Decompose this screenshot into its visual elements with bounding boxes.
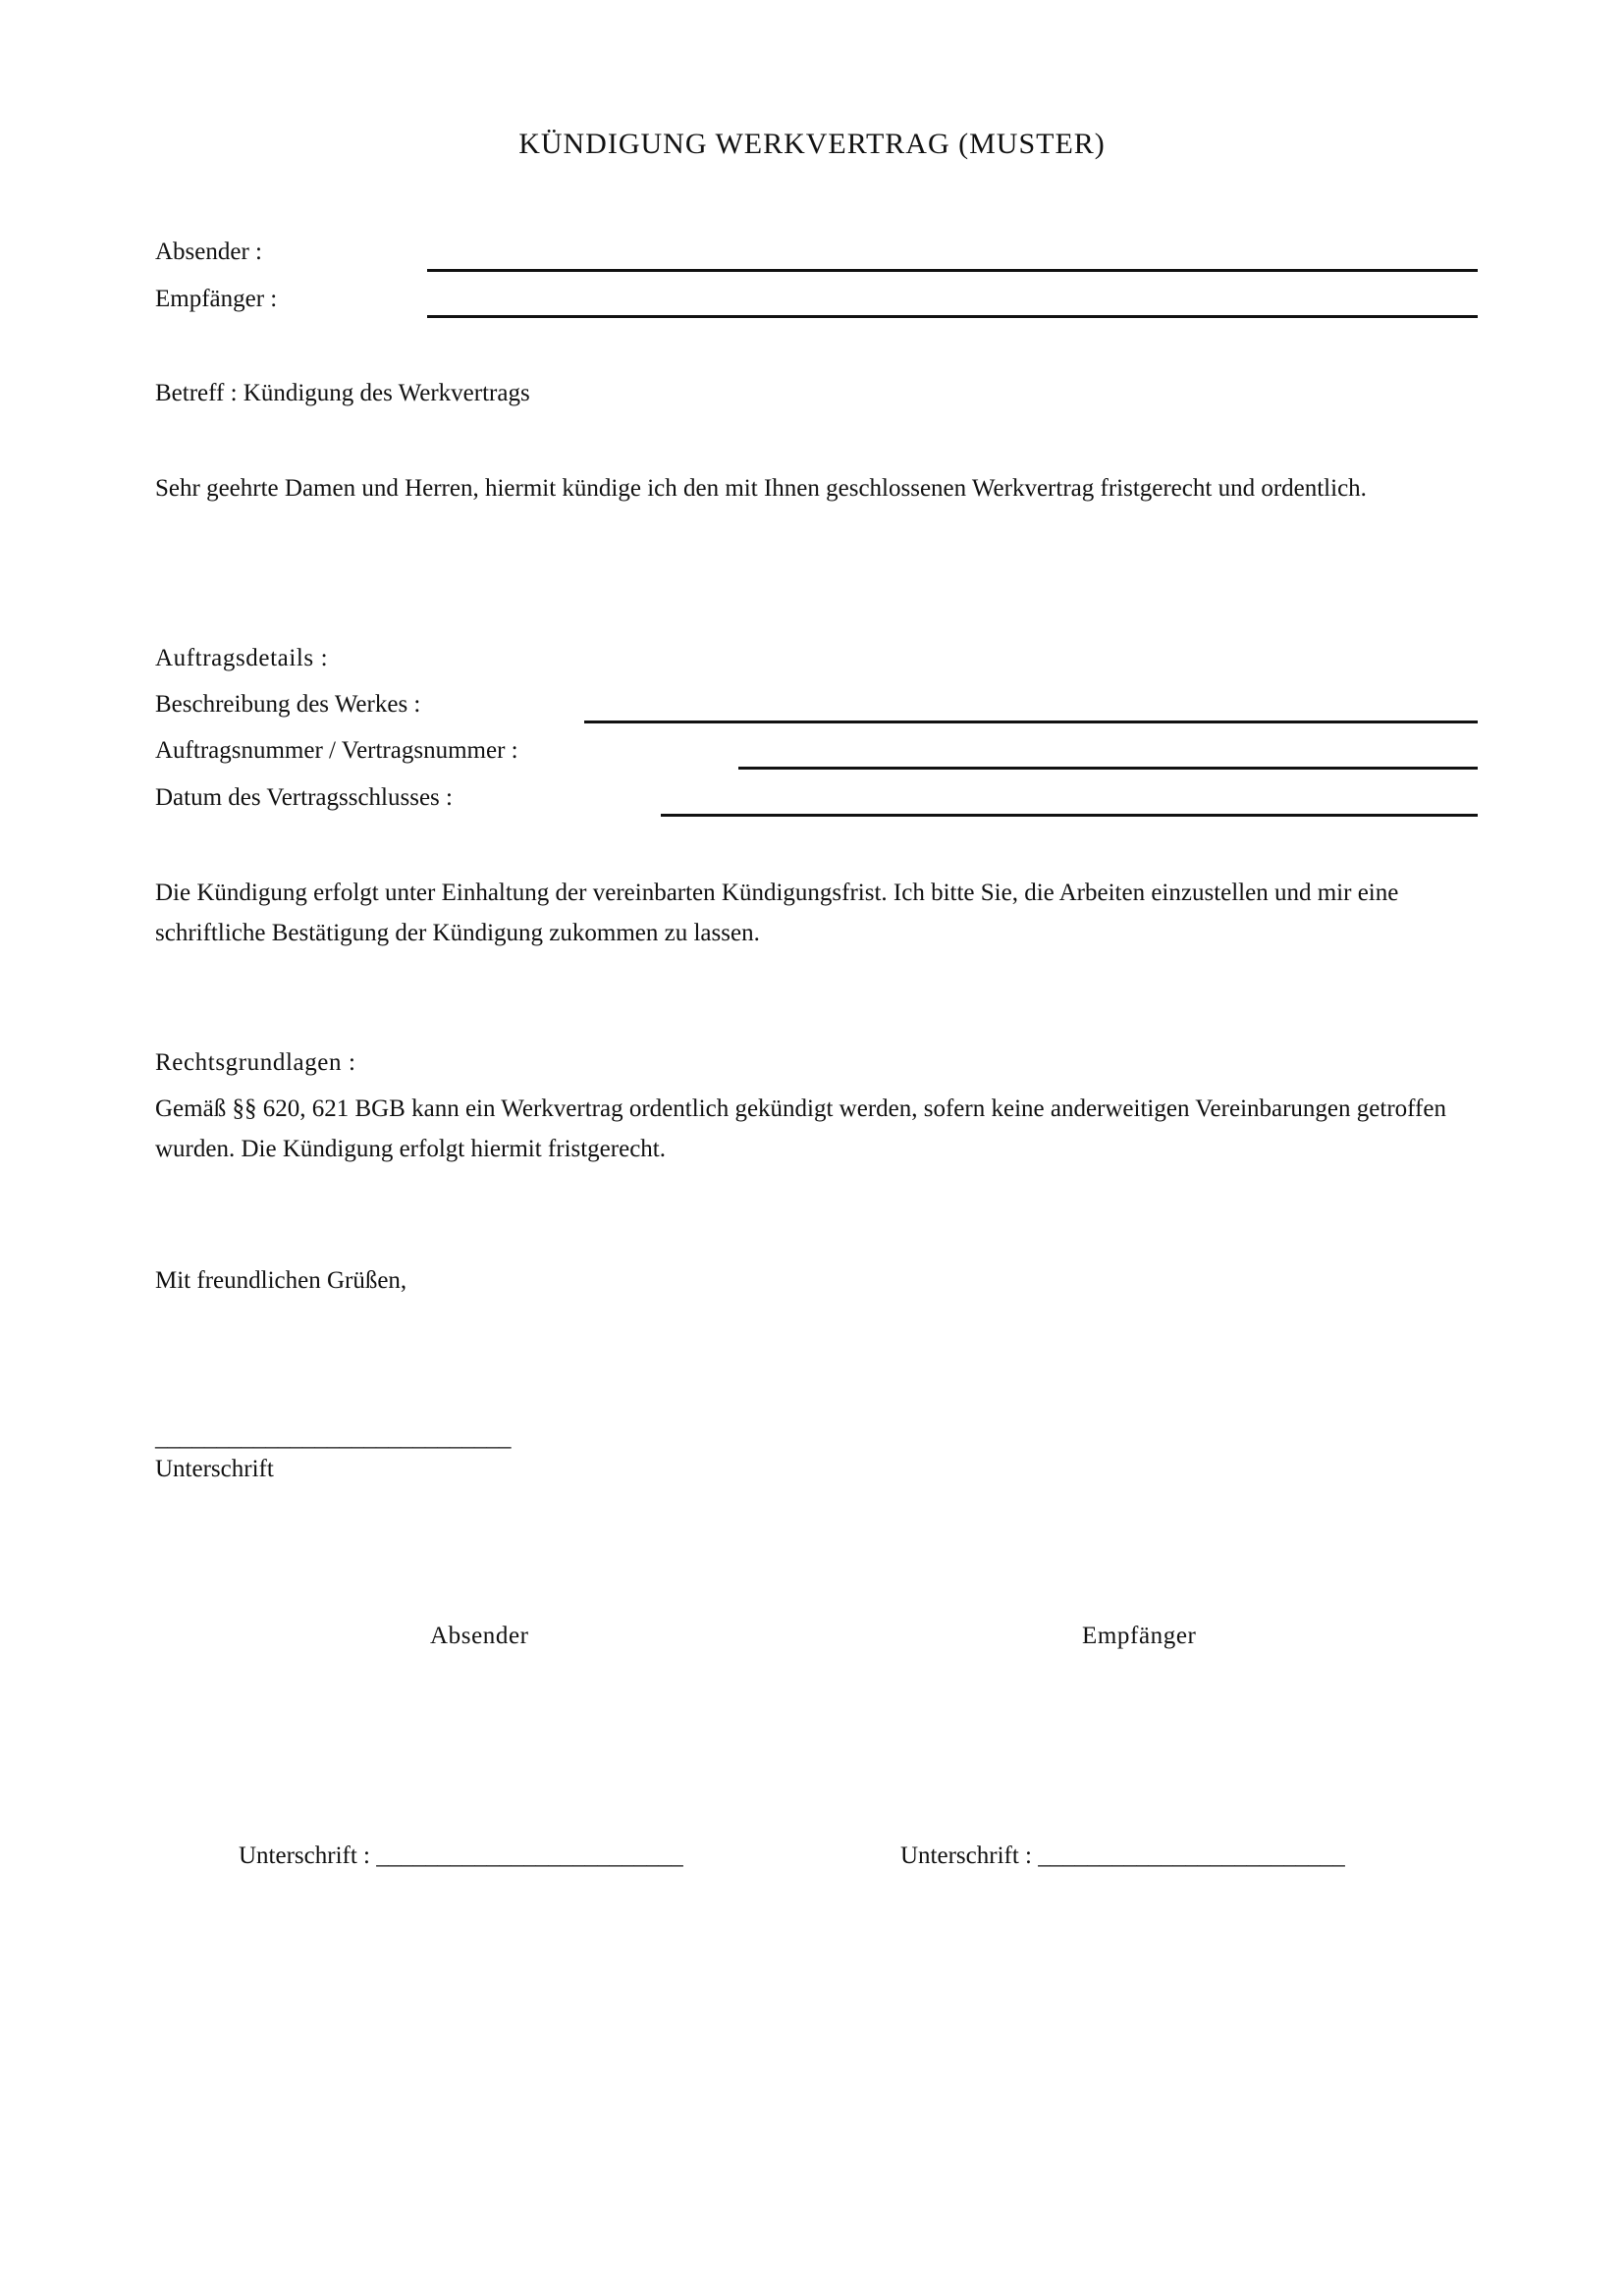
legal-heading: Rechtsgrundlagen : — [155, 1049, 356, 1076]
subject-line: Betreff : Kündigung des Werkvertrags — [155, 380, 530, 406]
recipient-field-line[interactable] — [427, 315, 1478, 318]
recipient-label: Empfänger : — [155, 286, 278, 312]
intro-paragraph: Sehr geehrte Damen und Herren, hiermit kündige ich den mit Ihnen geschlossenen Werkvertrag fristgerecht und ordentlich. — [155, 475, 1367, 502]
document-title: KÜNDIGUNG WERKVERTRAG (MUSTER) — [518, 128, 1106, 160]
order-details-heading: Auftragsdetails : — [155, 645, 329, 671]
contract-date-field-line[interactable] — [661, 814, 1478, 817]
footer-sender-signature[interactable]: Unterschrift : _________________________ — [239, 1842, 683, 1869]
footer-sender-title: Absender — [430, 1623, 529, 1649]
description-label: Beschreibung des Werkes : — [155, 691, 421, 718]
signature-line[interactable]: _____________________________ — [155, 1424, 512, 1451]
contract-date-label: Datum des Vertragsschlusses : — [155, 784, 453, 811]
footer-recipient-title: Empfänger — [1082, 1623, 1197, 1649]
footer-recipient-signature[interactable]: Unterschrift : _________________________ — [900, 1842, 1345, 1869]
description-field-line[interactable] — [584, 721, 1478, 723]
closing-line: Mit freundlichen Grüßen, — [155, 1267, 407, 1294]
legal-paragraph: Gemäß §§ 620, 621 BGB kann ein Werkvertrag ordentlich gekündigt werden, sofern keine anderweitigen Vereinbarungen getroffen wurden. Die Kündigung erfolgt hiermit fristgerecht. — [155, 1095, 1446, 1162]
order-number-field-line[interactable] — [738, 767, 1478, 770]
order-number-label: Auftragsnummer / Vertragsnummer : — [155, 737, 518, 764]
sender-label: Absender : — [155, 239, 262, 265]
sender-field-line[interactable] — [427, 269, 1478, 272]
signature-label: Unterschrift — [155, 1456, 274, 1482]
notice-paragraph: Die Kündigung erfolgt unter Einhaltung der vereinbarten Kündigungsfrist. Ich bitte Sie, die Arbeiten einzustellen und mir eine schriftliche Bestätigung der Kündigung zukommen zu lassen. — [155, 880, 1399, 946]
